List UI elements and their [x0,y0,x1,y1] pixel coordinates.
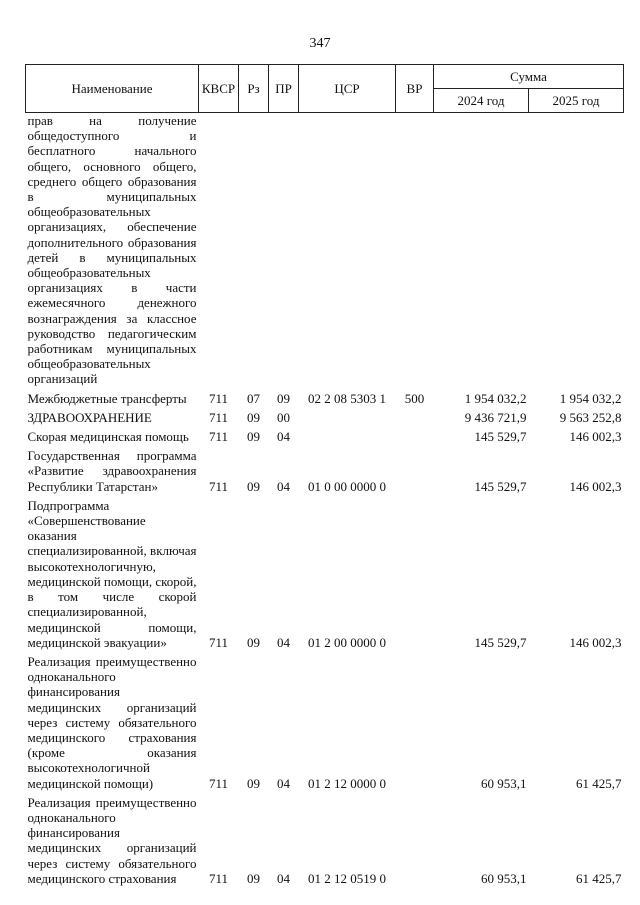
cell-name: Реализация преимущественно одноканального финансирования медицинских организаций через систему обязательного медицинского страхования [27,794,197,886]
header-year-2025: 2025 год [529,89,624,113]
cell-pr: 04 [277,634,290,650]
cell-kvsr: 711 [208,390,229,406]
cell-rz: 09 [247,775,260,791]
budget-table [25,64,624,890]
cell-y2025: 61 425,7 [576,870,622,886]
header-csr: ЦСР [299,65,396,113]
cell-name: Скорая медицинская помощь [27,429,189,445]
cell-y2024: 145 529,7 [474,429,527,445]
table-row [26,113,624,391]
cell-y2024: 145 529,7 [474,478,527,494]
cell-kvsr: 711 [208,870,229,886]
cell-kvsr: 711 [208,634,229,650]
cell-vr: 500 [404,390,425,406]
table-row [26,410,624,429]
cell-vr [396,654,434,795]
cell-vr [396,498,434,654]
cell-name: Государственная программа «Развитие здравоохранения Республики Татарстан» [27,448,197,494]
cell-y2024: 145 529,7 [474,634,527,650]
cell-pr: 00 [277,409,290,425]
cell-rz: 09 [247,429,260,445]
cell-y2025: 1 954 032,2 [559,390,622,406]
header-kvsr: КВСР [199,65,239,113]
header-name: Наименование [26,65,199,113]
cell-pr: 04 [277,478,290,494]
cell-name: Реализация преимущественно одноканального финансирования медицинских организаций через систему обязательного медицинского страхования (кроме оказания высокотехнологичной медицинской помощи) [27,653,197,791]
cell-y2025: 146 002,3 [569,634,622,650]
cell-y2024: 9 436 721,9 [464,409,527,425]
cell-kvsr: 711 [208,429,229,445]
cell-kvsr: 711 [208,775,229,791]
cell-pr: 04 [277,429,290,445]
cell-rz [239,113,269,391]
page-number: 347 [309,36,331,51]
table-body [26,113,624,890]
cell-y2024: 1 954 032,2 [464,390,527,406]
cell-csr: 02 2 08 5303 1 [308,390,386,406]
cell-kvsr [199,113,239,391]
cell-csr: 01 2 12 0519 0 [308,870,386,886]
cell-csr [299,410,396,429]
cell-name: Межбюджетные трансферты [27,390,187,406]
cell-name: прав на получение общедоступного и бесплатного начального общего, основного общего, среднего общего образования в муниципальных общеобразовательных организациях, обеспечение дополнительного образования детей в муниципальных общеобразовательных организациях в части ежемесячного денежного вознаграждения за классное руководство педагогическим работникам муниципальных общеобразовательных организаций [27,113,197,387]
header-vr: ВР [396,65,434,113]
cell-pr: 04 [277,775,290,791]
cell-name: ЗДРАВООХРАНЕНИЕ [27,409,152,425]
header-rz: Рз [239,65,269,113]
cell-csr [299,429,396,448]
cell-csr [299,113,396,391]
cell-kvsr: 711 [208,409,229,425]
table-row [26,391,624,410]
cell-y2025: 146 002,3 [569,429,622,445]
header-pr: ПР [269,65,299,113]
cell-rz: 09 [247,634,260,650]
cell-rz: 09 [247,409,260,425]
cell-kvsr: 711 [208,478,229,494]
header-year-2024: 2024 год [434,89,529,113]
header-sum: Сумма [434,65,624,89]
cell-csr: 01 0 00 0000 0 [308,478,386,494]
cell-rz: 09 [247,870,260,886]
table-row [26,654,624,795]
table-row [26,795,624,890]
cell-y2025: 146 002,3 [569,478,622,494]
cell-y2025: 61 425,7 [576,775,622,791]
table-row [26,429,624,448]
cell-y2025: 9 563 252,8 [559,409,622,425]
cell-rz: 09 [247,478,260,494]
cell-pr: 04 [277,870,290,886]
cell-name: Подпрограмма «Совершенствование оказания специализированной, включая высокотехнологичную, медицинской помощи, скорой, в том числе скорой специализированной, медицинской помощи, медицинской эвакуации» [27,497,197,650]
cell-y2024 [434,113,529,391]
table-header [26,65,624,113]
cell-vr [396,429,434,448]
cell-y2024: 60 953,1 [481,870,527,886]
cell-vr [396,795,434,890]
cell-vr [396,113,434,391]
cell-pr [269,113,299,391]
cell-y2024: 60 953,1 [481,775,527,791]
cell-csr: 01 2 12 0000 0 [308,775,386,791]
cell-csr: 01 2 00 0000 0 [308,634,386,650]
table-row [26,498,624,654]
cell-vr [396,448,434,498]
table-row [26,448,624,498]
cell-vr [396,410,434,429]
cell-rz: 07 [247,390,260,406]
cell-pr: 09 [277,390,290,406]
cell-y2025 [529,113,624,391]
